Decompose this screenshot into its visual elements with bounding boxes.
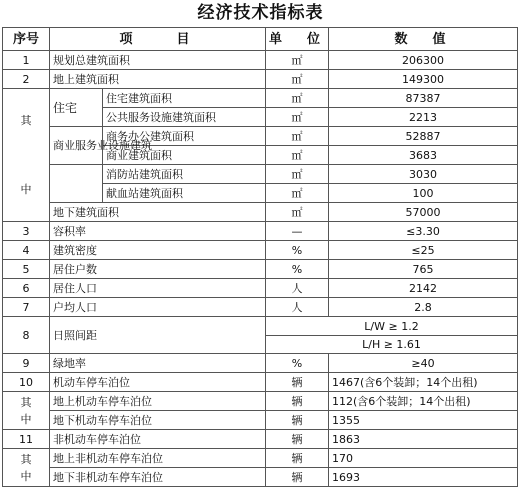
- row-item: 日照间距: [50, 317, 266, 354]
- row-seq: 4: [3, 241, 50, 260]
- row-unit: ㎡: [266, 165, 329, 184]
- row-value: 52887: [329, 127, 518, 146]
- table-row: [3, 51, 518, 70]
- row-value: 765: [329, 260, 518, 279]
- group-label-commercial: 商业服务业设施建筑: [50, 127, 103, 165]
- row-value: 57000: [329, 203, 518, 222]
- row-item: 居住人口: [50, 279, 266, 298]
- row-item: 地上机动车停车泊位: [50, 392, 266, 411]
- group-label-empty: [50, 165, 103, 203]
- qi-char: 其: [20, 114, 32, 127]
- row-unit: 辆: [266, 449, 329, 468]
- table-row: [3, 222, 518, 241]
- row-value: 149300: [329, 70, 518, 89]
- table-row: [3, 89, 518, 108]
- row-value: 206300: [329, 51, 518, 70]
- row-value: 2213: [329, 108, 518, 127]
- row-unit: ㎡: [266, 89, 329, 108]
- zhong-char: 中: [20, 469, 32, 483]
- row-unit: ㎡: [266, 184, 329, 203]
- row-seq: 5: [3, 260, 50, 279]
- row-seq: 1: [3, 51, 50, 70]
- row-item: 地下建筑面积: [50, 203, 266, 222]
- row-value: 1693: [329, 468, 518, 487]
- header-value: 数 值: [329, 28, 518, 51]
- row-seq: 11: [3, 430, 50, 449]
- row-unit: 辆: [266, 392, 329, 411]
- row-item: 地上非机动车停车泊位: [50, 449, 266, 468]
- row-unit: %: [266, 354, 329, 373]
- row-unit: 辆: [266, 468, 329, 487]
- table-row: [3, 203, 518, 222]
- table-row: [3, 354, 518, 373]
- row-value: 170: [329, 449, 518, 468]
- row-seq: 7: [3, 298, 50, 317]
- indicator-table: [2, 27, 518, 487]
- row-unit: %: [266, 241, 329, 260]
- row-item: 地上建筑面积: [50, 70, 266, 89]
- row-item: 商务办公建筑面积: [103, 127, 266, 146]
- row-item: 容积率: [50, 222, 266, 241]
- row-seq: 9: [3, 354, 50, 373]
- table-row: [3, 241, 518, 260]
- table-row: [3, 430, 518, 449]
- row-seq: 10: [3, 373, 50, 392]
- row-value: 100: [329, 184, 518, 203]
- row-item: 非机动车停车泊位: [50, 430, 266, 449]
- zhong-char: 中: [20, 183, 32, 196]
- qi-char: 其: [20, 395, 32, 409]
- row-item: 建筑密度: [50, 241, 266, 260]
- group-label-residential: 住宅: [50, 89, 103, 127]
- row-item: 献血站建筑面积: [103, 184, 266, 203]
- row-item: 机动车停车泊位: [50, 373, 266, 392]
- row-item: 地下非机动车停车泊位: [50, 468, 266, 487]
- table-row: [3, 70, 518, 89]
- row-item: 公共服务设施建筑面积: [103, 108, 266, 127]
- zhong-char: 中: [20, 412, 32, 426]
- row-seq: 3: [3, 222, 50, 241]
- qi-zhong-label: [3, 392, 50, 430]
- row-unit: ㎡: [266, 203, 329, 222]
- row-value: 112(含6个装卸；14个出租): [329, 392, 518, 411]
- table-row: [3, 373, 518, 392]
- row-seq: 2: [3, 70, 50, 89]
- header-unit: 单 位: [266, 28, 329, 51]
- table-row: [3, 279, 518, 298]
- row-value: 2.8: [329, 298, 518, 317]
- row-value: 1863: [329, 430, 518, 449]
- row-unit: ㎡: [266, 146, 329, 165]
- table-row: [3, 317, 518, 354]
- header-seq: 序号: [3, 28, 50, 51]
- row-unit: 辆: [266, 430, 329, 449]
- row-item: 消防站建筑面积: [103, 165, 266, 184]
- row-value: 87387: [329, 89, 518, 108]
- row-item: 地下机动车停车泊位: [50, 411, 266, 430]
- table-row: [3, 411, 518, 430]
- row-unit: 辆: [266, 411, 329, 430]
- row-seq: 8: [3, 317, 50, 354]
- row-unit: 人: [266, 298, 329, 317]
- row-value: 1355: [329, 411, 518, 430]
- sunlight-value-lw: L/W ≥ 1.2: [266, 318, 517, 336]
- row-unit: 人: [266, 279, 329, 298]
- row-unit: ㎡: [266, 108, 329, 127]
- sunlight-value-lh: L/H ≥ 1.61: [362, 337, 421, 351]
- row-unit: ㎡: [266, 70, 329, 89]
- row-value: 1467(含6个装卸；14个出租): [329, 373, 518, 392]
- table-row: [3, 127, 518, 146]
- row-item: 绿地率: [50, 354, 266, 373]
- row-value: ≤3.30: [329, 222, 518, 241]
- header-item: 项 目: [50, 28, 266, 51]
- row-item: 规划总建筑面积: [50, 51, 266, 70]
- table-title: 经济技术指标表: [197, 3, 324, 23]
- row-item: 商业建筑面积: [103, 146, 266, 165]
- table-row: [3, 260, 518, 279]
- table-row: [3, 392, 518, 411]
- row-unit: %: [266, 260, 329, 279]
- row-unit: ㎡: [266, 51, 329, 70]
- table-row: [3, 298, 518, 317]
- table-row: [3, 449, 518, 468]
- row-unit: 辆: [266, 373, 329, 392]
- qi-zhong-label: [3, 449, 50, 487]
- header-row: [3, 28, 518, 51]
- row-item: 住宅建筑面积: [103, 89, 266, 108]
- row-item: 户均人口: [50, 298, 266, 317]
- row-value: 2142: [329, 279, 518, 298]
- row-unit: ㎡: [266, 127, 329, 146]
- table-row: [3, 468, 518, 487]
- qi-zhong-label: [3, 89, 50, 222]
- row-value: 3030: [329, 165, 518, 184]
- sunlight-values: [266, 317, 518, 354]
- qi-char: 其: [20, 452, 32, 466]
- row-value: ≥40: [329, 354, 518, 373]
- row-item: 居住户数: [50, 260, 266, 279]
- row-value: 3683: [329, 146, 518, 165]
- row-unit: —: [266, 222, 329, 241]
- row-seq: 6: [3, 279, 50, 298]
- table-row: [3, 165, 518, 184]
- row-value: ≤25: [329, 241, 518, 260]
